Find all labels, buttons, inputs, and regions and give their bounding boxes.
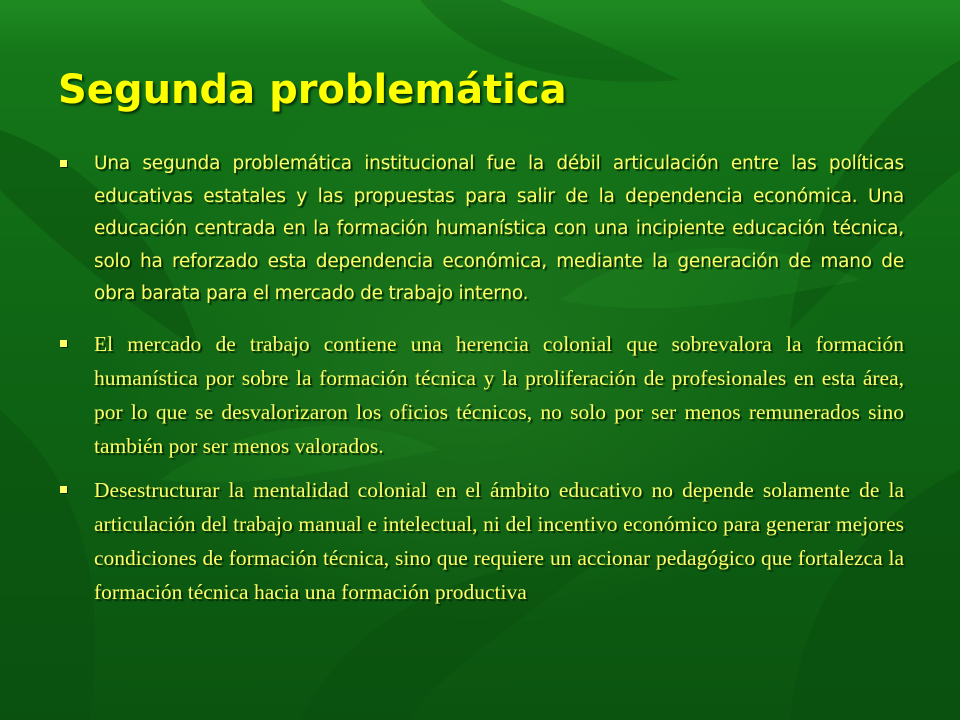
slide-title: Segunda problemática bbox=[58, 67, 567, 113]
bullet-list bbox=[58, 148, 904, 609]
bullet-text: Una segunda problemática institucional fue la débil articulación entre las políticas educativas estatales y las propuestas para salir de la dependencia económica. Una educación centrada en la formación humanística con una incipiente educación técnica, solo ha reforzado esta dependencia económica, mediante la generación de mano de obra barata para el mercado de trabajo interno. bbox=[94, 153, 904, 304]
bullet-text: El mercado de trabajo contiene una herencia colonial que sobrevalora la formación humanística por sobre la formación técnica y la proliferación de profesionales en esta área, por lo que se desvalorizaron los oficios técnicos, no solo por ser menos remunerados sino también por ser menos valorados. bbox=[94, 331, 904, 458]
bullet-text: Desestructurar la mentalidad colonial en el ámbito educativo no depende solamente de la articulación del trabajo manual e intelectual, ni del incentivo económico para generar mejores condiciones de formación técnica, sino que requiere un accionar pedagógico que fortalezca la formación técnica hacia una formación productiva bbox=[94, 477, 904, 604]
bullet-square-icon bbox=[60, 160, 67, 167]
bullet-item bbox=[58, 148, 904, 311]
bullet-square-icon bbox=[60, 340, 67, 347]
bullet-item bbox=[58, 473, 904, 609]
bullet-square-icon bbox=[60, 486, 67, 493]
bullet-item bbox=[58, 327, 904, 463]
